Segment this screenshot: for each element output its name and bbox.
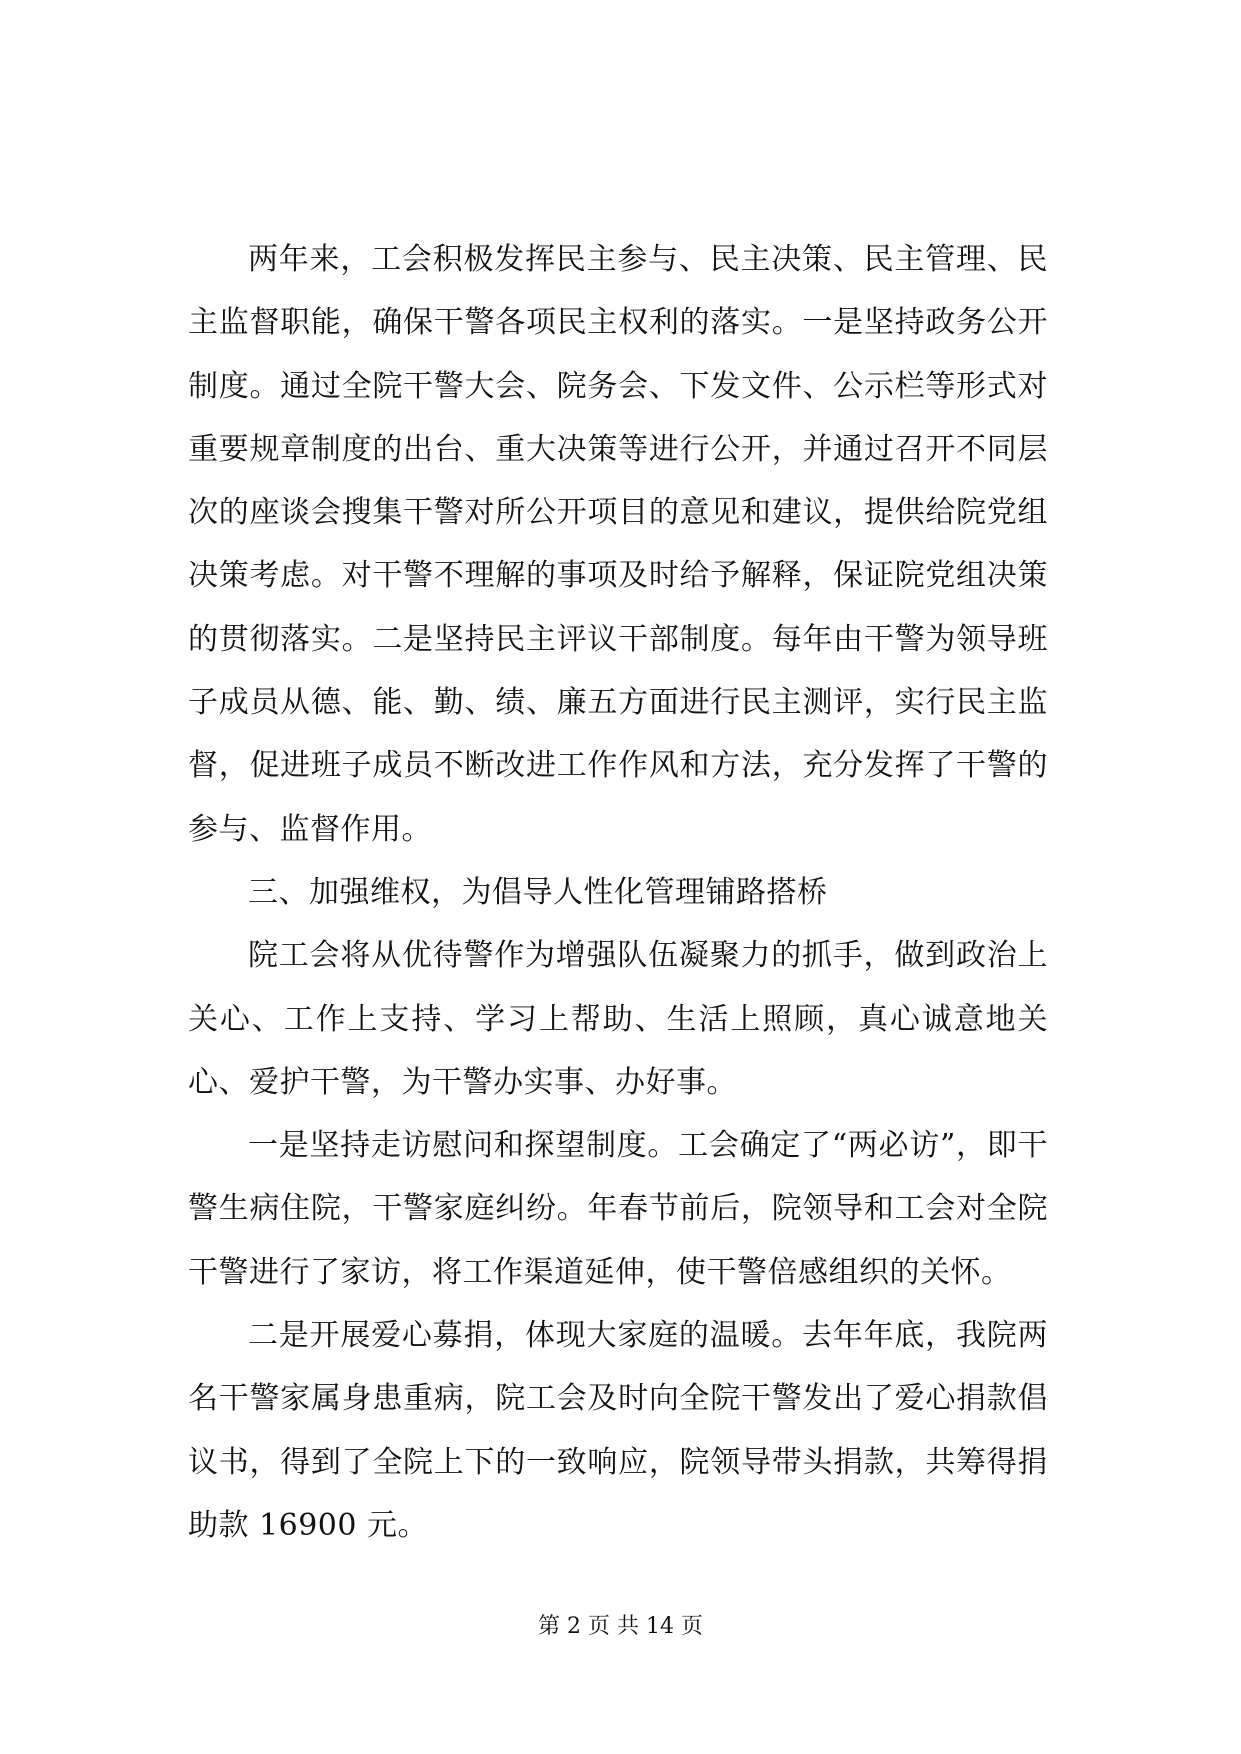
page-number: 第 2 页 共 14 页 bbox=[538, 1614, 703, 1639]
page-footer bbox=[0, 1612, 1241, 1642]
document-body bbox=[188, 228, 1048, 1557]
section-heading-rights: 三、加强维权，为倡导人性化管理铺路搭桥 bbox=[248, 874, 828, 910]
paragraph-visit-system: 一是坚持走访慰问和探望制度。工会确定了“两必访”，即干警生病住院，干警家庭纠纷。年春节前后，院领导和工会对全院干警进行了家访，将工作渠道延伸，使干警倍感组织的关怀。 bbox=[188, 1128, 1048, 1290]
paragraph-democratic-management: 两年来，工会积极发挥民主参与、民主决策、民主管理、民主监督职能，确保干警各项民主权利的落实。一是坚持政务公开制度。通过全院干警大会、院务会、下发文件、公示栏等形式对重要规章制度的出台、重大决策等进行公开，并通过召开不同层次的座谈会搜集干警对所公开项目的意见和建议，提供给院党组决策考虑。对干警不理解的事项及时给予解释，保证院党组决策的贯彻落实。二是坚持民主评议干部制度。每年由干警为领导班子成员从德、能、勤、绩、廉五方面进行民主测评，实行民主监督，促进班子成员不断改进工作作风和方法，充分发挥了干警的参与、监督作用。 bbox=[188, 242, 1048, 847]
paragraph-donation: 二是开展爱心募捐，体现大家庭的温暖。去年年底，我院两名干警家属身患重病，院工会及时向全院干警发出了爱心捐款倡议书，得到了全院上下的一致响应，院领导带头捐款，共筹得捐助款 16900 元。 bbox=[188, 1318, 1048, 1543]
paragraph-care-for-police: 院工会将从优待警作为增强队伍凝聚力的抓手，做到政治上关心、工作上支持、学习上帮助、生活上照顾，真心诚意地关心、爱护干警，为干警办实事、办好事。 bbox=[188, 938, 1048, 1100]
